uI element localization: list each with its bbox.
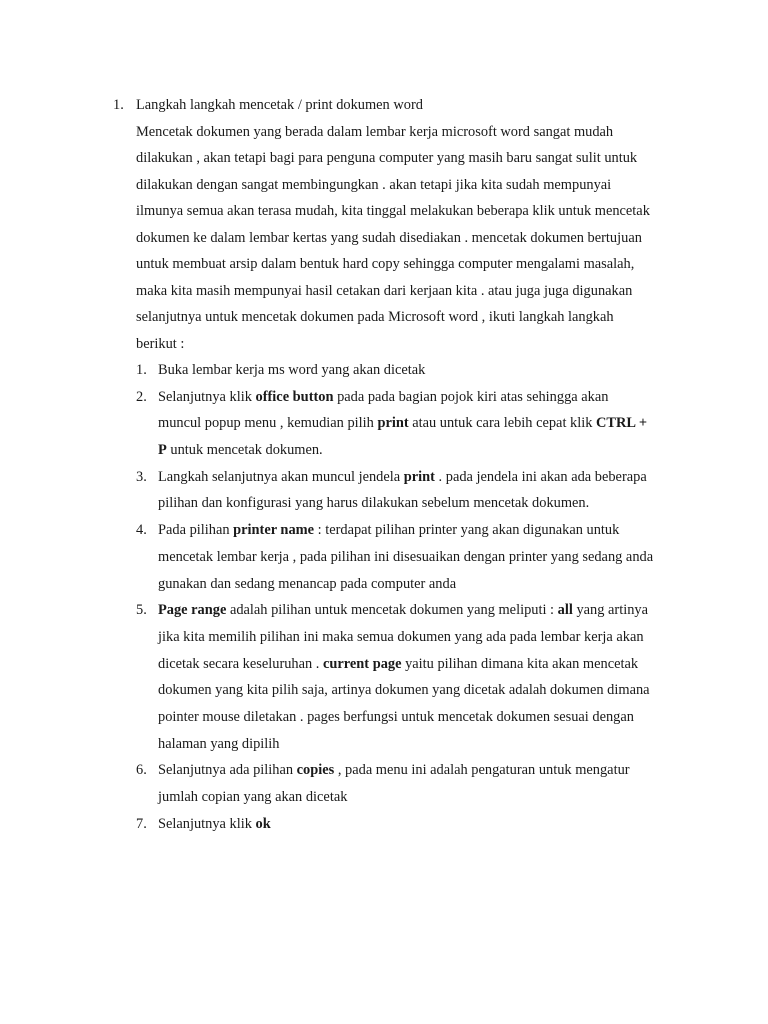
- text-segment: halaman yang dipilih: [158, 735, 280, 752]
- text-segment: gunakan dan sedang menancap pada computer anda: [158, 575, 457, 592]
- step-item: [136, 517, 696, 597]
- step-line: [158, 464, 696, 491]
- bold-term: Page range: [158, 602, 227, 619]
- text-segment: : terdapat pilihan printer yang akan digunakan untuk: [314, 522, 620, 539]
- bold-term: CTRL +: [596, 415, 648, 432]
- step-line: [158, 517, 696, 544]
- bold-term: print: [403, 468, 435, 485]
- text-segment: Pada pilihan: [158, 522, 234, 539]
- step-line: [158, 677, 696, 704]
- text-segment: , pada menu ini adalah pengaturan untuk mengatur: [334, 762, 630, 779]
- text-segment: Buka lembar kerja ms word yang akan dicetak: [158, 362, 426, 378]
- text-segment: pilihan dan konfigurasi yang harus dilakukan sebelum mencetak dokumen.: [158, 495, 590, 512]
- steps-list: [136, 357, 696, 837]
- step-item: [136, 384, 696, 464]
- bold-term: P: [158, 442, 167, 459]
- bold-term: ok: [255, 815, 271, 832]
- step-text: [158, 357, 696, 384]
- bold-term: office button: [255, 388, 334, 405]
- text-segment: Selanjutnya ada pilihan: [158, 762, 297, 779]
- intro-line: ilmunya semua akan terasa mudah, kita tinggal melakukan beberapa klik untuk mencetak: [136, 203, 650, 219]
- step-text: [158, 757, 696, 810]
- step-text: [158, 464, 696, 517]
- text-segment: mencetak lembar kerja , pada pilihan ini disesuaikan dengan printer yang sedang anda: [158, 548, 654, 565]
- step-line: [158, 784, 696, 811]
- step-item: [136, 597, 696, 757]
- text-segment: yaitu pilihan dimana kita akan mencetak: [401, 655, 639, 672]
- step-line: [158, 704, 696, 731]
- bold-term: printer name: [233, 522, 315, 539]
- step-item: [136, 811, 696, 838]
- text-segment: . pada jendela ini akan ada beberapa: [434, 468, 647, 485]
- text-segment: jika kita memilih pilihan ini maka semua dokumen yang ada pada lembar kerja akan: [158, 628, 644, 645]
- step-line: [158, 597, 696, 624]
- step-item: [136, 464, 696, 517]
- step-number: 7.: [136, 815, 147, 832]
- section-number: 1.: [113, 97, 124, 113]
- step-line: [158, 651, 696, 678]
- intro-paragraph: [136, 119, 691, 358]
- step-line: [158, 437, 696, 464]
- text-segment: pointer mouse diletakan . pages berfungsi untuk mencetak dokumen sesuai dengan: [158, 708, 634, 725]
- intro-line: maka kita masih mempunyai hasil cetakan dari kerjaan kita . atau juga juga digunakan: [136, 282, 633, 299]
- intro-line: berikut :: [136, 335, 185, 352]
- bold-term: print: [377, 415, 409, 432]
- intro-line: dokumen ke dalam lembar kertas yang sudah disediakan . mencetak dokumen bertujuan: [136, 229, 642, 246]
- text-segment: yang artinya: [572, 602, 648, 619]
- step-number: 1.: [136, 362, 147, 378]
- bold-term: current page: [323, 655, 402, 672]
- step-number: 4.: [136, 522, 147, 539]
- step-line: [158, 731, 696, 758]
- step-line: [158, 490, 696, 517]
- step-text: [158, 517, 696, 597]
- text-segment: pada pada bagian pojok kiri atas sehingga akan: [333, 388, 609, 405]
- step-line: [158, 571, 696, 598]
- step-text: [158, 384, 696, 464]
- step-item: [136, 757, 696, 810]
- step-item: [136, 357, 696, 384]
- intro-line: untuk membuat arsip dalam bentuk hard copy sehingga computer mengalami masalah,: [136, 256, 635, 272]
- section-title: Langkah langkah mencetak / print dokumen word: [136, 97, 423, 113]
- step-text: [158, 811, 696, 838]
- text-segment: Selanjutnya klik: [158, 388, 256, 405]
- text-segment: dicetak secara keseluruhan .: [158, 655, 324, 672]
- intro-line: dilakukan , akan tetapi bagi para penguna computer yang masih baru sangat sulit untuk: [136, 150, 638, 166]
- step-line: [158, 384, 696, 411]
- intro-line: selanjutnya untuk mencetak dokumen pada Microsoft word , ikuti langkah langkah: [136, 309, 614, 325]
- step-line: [158, 410, 696, 437]
- intro-line: dilakukan dengan sangat membingungkan . akan tetapi jika kita sudah mempunyai: [136, 176, 612, 193]
- text-segment: untuk mencetak dokumen.: [166, 442, 323, 459]
- text-segment: Langkah selanjutnya akan muncul jendela: [158, 468, 404, 485]
- step-line: [158, 811, 696, 838]
- intro-line: Mencetak dokumen yang berada dalam lembar kerja microsoft word sangat mudah: [136, 123, 614, 140]
- step-text: [158, 597, 696, 757]
- bold-term: all: [557, 602, 573, 619]
- text-segment: atau untuk cara lebih cepat klik: [408, 415, 597, 432]
- step-number: 5.: [136, 602, 147, 619]
- step-number: 3.: [136, 468, 147, 485]
- text-segment: muncul popup menu , kemudian pilih: [158, 415, 378, 432]
- text-segment: jumlah copian yang akan dicetak: [158, 789, 348, 805]
- step-number: 6.: [136, 762, 147, 779]
- step-number: 2.: [136, 388, 147, 405]
- text-segment: dokumen yang kita pilih saja, artinya dokumen yang dicetak adalah dokumen dimana: [158, 682, 650, 699]
- bold-term: copies: [296, 762, 335, 779]
- step-line: [158, 757, 696, 784]
- step-line: [158, 357, 696, 384]
- step-line: [158, 624, 696, 651]
- step-line: [158, 544, 696, 571]
- text-segment: Selanjutnya klik: [158, 815, 256, 832]
- text-segment: adalah pilihan untuk mencetak dokumen yang meliputi :: [226, 602, 558, 619]
